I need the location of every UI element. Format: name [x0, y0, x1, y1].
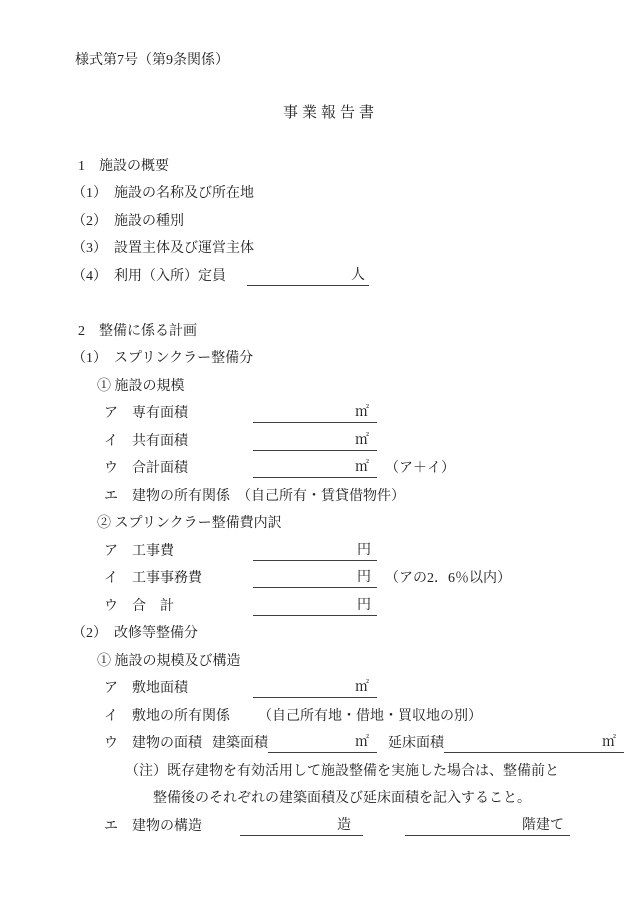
form-number: 様式第7号（第9条関係） [75, 53, 229, 68]
renovation-section-heading: （2） 改修等整備分 [72, 626, 198, 641]
square-meter-unit: ㎡ [602, 735, 616, 750]
site-ownership-options: （自己所有地・借地・買収地の別） [258, 709, 482, 724]
form-number-row [0, 50, 630, 71]
note-line-1-row [0, 761, 630, 782]
section-1-heading: 1 施設の概要 [78, 159, 169, 174]
building-ownership-row [0, 486, 630, 507]
shared-area-label: イ 共有面積 [104, 434, 188, 449]
item-operator-row [0, 238, 630, 259]
item-operator-label: （3） 設置主体及び運営主体 [72, 241, 254, 256]
cost-total-blank [253, 596, 377, 616]
item-capacity-row [0, 266, 630, 287]
total-area-note: （ア＋イ） [385, 461, 455, 476]
scale-structure-heading: ① 施設の規模及び構造 [97, 654, 241, 669]
total-area-label: ウ 合計面積 [104, 461, 188, 476]
admin-cost-label: イ 工事事務費 [104, 571, 202, 586]
structure-type-unit: 造 [337, 818, 351, 833]
floor-area-blank [444, 733, 624, 753]
site-ownership-row [0, 706, 630, 727]
yen-unit: 円 [357, 598, 371, 613]
site-area-blank [253, 678, 377, 698]
exclusive-area-row [0, 403, 630, 424]
stories-unit: 階建て [522, 818, 564, 833]
total-area-blank [253, 458, 377, 478]
note-line-2: 整備後のそれぞれの建築面積及び延床面積を記入すること。 [153, 791, 531, 806]
cost-total-label: ウ 合 計 [104, 599, 174, 614]
square-meter-unit: ㎡ [355, 405, 369, 420]
site-ownership-label: イ 敷地の所有関係 [104, 709, 230, 724]
total-area-row [0, 458, 630, 479]
sprinkler-cost-heading: ② スプリンクラー整備費内訳 [97, 516, 282, 531]
admin-cost-blank [253, 568, 377, 588]
item-facility-type-row [0, 211, 630, 232]
sprinkler-section-heading-row [0, 348, 630, 369]
item-capacity-label: （4） 利用（入所）定員 [72, 269, 226, 284]
building-structure-label: エ 建物の構造 [104, 819, 202, 834]
facility-scale-heading: ① 施設の規模 [97, 379, 185, 394]
square-meter-unit: ㎡ [355, 680, 369, 695]
site-area-label: ア 敷地面積 [104, 681, 188, 696]
floor-area-label: 延床面積 [388, 736, 444, 751]
sprinkler-cost-heading-row [0, 513, 630, 534]
exclusive-area-label: ア 専有面積 [104, 406, 188, 421]
building-area-label: ウ 建物の面積 [104, 736, 202, 751]
site-area-row [0, 678, 630, 699]
building-area-row [0, 733, 630, 754]
sprinkler-section-heading: （1） スプリンクラー整備分 [72, 351, 254, 366]
capacity-blank [247, 266, 369, 286]
shared-area-blank [253, 431, 377, 451]
construction-cost-blank [253, 541, 377, 561]
building-ownership-options: （自己所有・賃貸借物件） [237, 489, 405, 504]
building-footprint-label: 建築面積 [212, 736, 268, 751]
note-line-1: （注）既存建物を有効活用して施設整備を実施した場合は、整備前と [125, 764, 559, 779]
section-1-heading-row [0, 156, 630, 177]
item-facility-name-row [0, 183, 630, 204]
scale-structure-heading-row [0, 651, 630, 672]
admin-cost-row [0, 568, 630, 589]
building-structure-row [0, 816, 630, 837]
item-facility-type-label: （2） 施設の種別 [72, 214, 184, 229]
note-line-2-row [0, 788, 630, 809]
building-ownership-label: エ 建物の所有関係 [104, 489, 230, 504]
cost-total-row [0, 596, 630, 617]
stories-blank [405, 816, 570, 836]
capacity-unit: 人 [351, 268, 365, 283]
construction-cost-row [0, 541, 630, 562]
admin-cost-note: （アの2．6％以内） [385, 571, 511, 586]
section-2-heading: 2 整備に係る計画 [78, 324, 197, 339]
yen-unit: 円 [357, 543, 371, 558]
square-meter-unit: ㎡ [355, 460, 369, 475]
renovation-section-heading-row [0, 623, 630, 644]
section-2-heading-row [0, 321, 630, 342]
document-title: 事業報告書 [283, 105, 379, 121]
title-row [0, 103, 630, 124]
square-meter-unit: ㎡ [355, 735, 369, 750]
facility-scale-heading-row [0, 376, 630, 397]
structure-type-blank [240, 816, 363, 836]
yen-unit: 円 [357, 570, 371, 585]
item-facility-name-label: （1） 施設の名称及び所在地 [72, 186, 254, 201]
shared-area-row [0, 431, 630, 452]
exclusive-area-blank [253, 403, 377, 423]
square-meter-unit: ㎡ [355, 433, 369, 448]
construction-cost-label: ア 工事費 [104, 544, 174, 559]
building-footprint-blank [268, 733, 377, 753]
